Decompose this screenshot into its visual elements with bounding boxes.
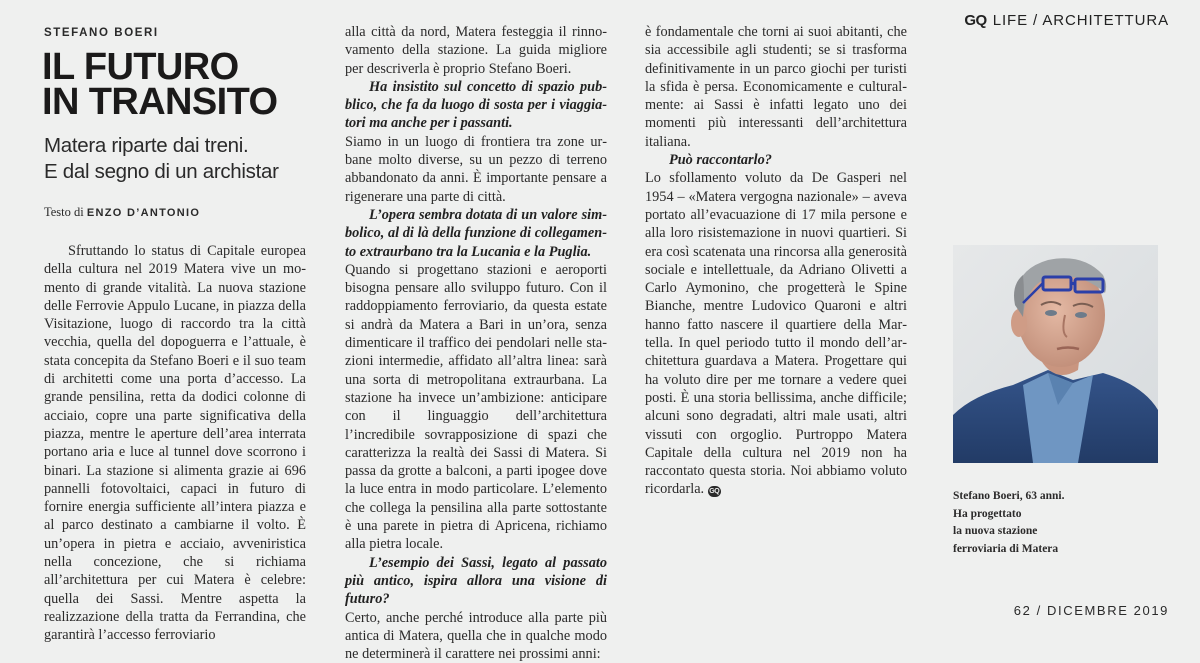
interview-answer: Lo sfollamento voluto da De Gasperi nel 1954 – «Matera vergogna nazionale» – aveva portato all’evacuazione di 17 mila persone e alla loro risistemazione in nuovi quartieri. Si era così scatenata una rincorsa alla generosità sociale e intellettuale, da Adriano Olivetti a Carlo Aymonino, che progetterà le Spine Bianche, mentre Ludovico Quaroni e altri hanno fatto nascere il quartiere della Martella. In quel periodo tutto il mondo dell’architettura guardava a Matera. Progettare qui ha voluto dire per me tornare a vedere quei posti. È una storia bellissima, anche difficile; alcuni sono degradati, altri male usati, altri vissuti con orgoglio. Purtroppo Matera Capitale della cultura nel 2019 non ha raccontato questa storia. Noi abbiamo voluto ricordarla.	[645, 170, 907, 497]
article-kicker: STEFANO BOERI	[44, 27, 159, 39]
caption-line: la nuova stazione	[953, 523, 1153, 541]
caption-line: Stefano Boeri, 63 anni.	[953, 488, 1153, 506]
interview-question: L’esempio dei Sassi, legato al passato più antico, ispira allora una visione di futuro?	[345, 554, 607, 609]
section-header	[964, 12, 1169, 29]
paragraph: Sfruttando lo status di Capitale europea della cultura nel 2019 Matera vive un momento di grande vitalità. La nuova stazione delle Ferrovie Appulo Lucane, in piazza della Visitazione, luogo di raccordo tra la città vecchia, quella del dopoguerra e l’attuale, è stata concepita da Stefano Boeri e il suo team di architetti come una porta d’accesso. La grande pensilina, retta da dodici colonne di acciaio, copre una parte significativa della piazza, mentre le aperture dell’area interrata portano aria e luce al tunnel dove scorrono i binari. La stazione si alimenta grazie ai 696 pannelli fotovoltaici, capaci in futuro di fornire energia sufficiente all’intera piazza e al parco destinato a cambiarne il volto. È un’opera in pietra e acciaio, avveniristica nella concezione, che si richiama all’architettura per cui Matera è celebre: quella dei Sassi. Mentre aspetta la realizzazione della tratta da Ferrandina, che garantirà l’accesso ferroviario	[44, 242, 306, 645]
interview-answer: Siamo in un luogo di frontiera tra zone urbane molto diverse, su un pezzo di terreno abbandonato da anni. È importante pensare a rigenerare una parte di città.	[345, 133, 607, 206]
title-line-2: IN TRANSITO	[42, 81, 277, 123]
subtitle-line-1: Matera riparte dai treni.	[44, 134, 248, 157]
byline	[44, 205, 200, 220]
interview-question: L’opera sembra dotata di un valore simbolico, al di là della funzione di collegamento extraurbano tra la Lucania e la Puglia.	[345, 206, 607, 261]
caption-line: ferroviaria di Matera	[953, 541, 1153, 559]
page-folio: 62 / DICEMBRE 2019	[1014, 603, 1169, 618]
caption-line: Ha progettato	[953, 506, 1153, 524]
interview-question: Ha insistito sul concetto di spazio pubblico, che fa da luogo di sosta per i viaggiatori ma anche per i passanti.	[345, 78, 607, 133]
title-line-1: IL FUTURO	[42, 46, 239, 88]
portrait-photo	[953, 245, 1158, 463]
section-label: LIFE / ARCHITETTURA	[993, 12, 1169, 29]
article-subtitle	[44, 133, 334, 185]
byline-author: ENZO D’ANTONIO	[87, 207, 200, 219]
paragraph: alla città da nord, Matera festeggia il rinnovamento della stazione. La guida migliore per descriverla è proprio Stefano Boeri.	[345, 23, 607, 78]
subtitle-line-2: E dal segno di un archistar	[44, 160, 279, 183]
interview-answer: Certo, anche perché introduce alla parte più antica di Matera, quella che in qualche modo ne determinerà il carattere nei prossimi anni:	[345, 609, 607, 663]
portrait-illustration	[953, 245, 1158, 463]
interview-question: Può raccontarlo?	[645, 151, 907, 169]
body-column-2	[345, 23, 607, 663]
gq-end-mark-icon: GQ	[708, 486, 721, 497]
paragraph: è fondamentale che torni ai suoi abitanti, che sia accessibile agli studenti; se si trasforma definitivamente in un parco giochi per turisti la sfida è persa. Economicamente e culturalmente: ai Sassi è infatti legato uno dei momenti più interessanti dell’architettura italiana.	[645, 23, 907, 151]
interview-answer: Quando si progettano stazioni e aeroporti bisogna pensare allo sviluppo futuro. Con il raddoppiamento ferroviario, da questa estate si andrà da Matera a Bari in un’ora, senza dimenticare il traffico dei pendolari nelle stazioni intermedie, affidato all’altra linea: sarà una sorta di metropolitana extraurbana. La stazione ha invece un’ambizione: anticipare con il linguaggio dell’architettura l’incredibile sovrapposizione di spazi che caratterizza la realtà dei Sassi di Matera. Si passa da grotte a balconi, a parti ipogee dove la luce entra in modo particolare. L’elemento che collega la pensilina alla parte sottostante è una parete in pietra di Apricena, richiamo alla pietra locale.	[345, 261, 607, 554]
article-title	[42, 50, 332, 120]
interview-answer-wrap	[645, 169, 907, 498]
byline-prefix: Testo di	[44, 205, 84, 219]
gq-logo: GQ	[964, 12, 986, 29]
body-column-1	[44, 242, 306, 645]
body-column-3	[645, 23, 907, 499]
photo-caption	[953, 488, 1153, 558]
